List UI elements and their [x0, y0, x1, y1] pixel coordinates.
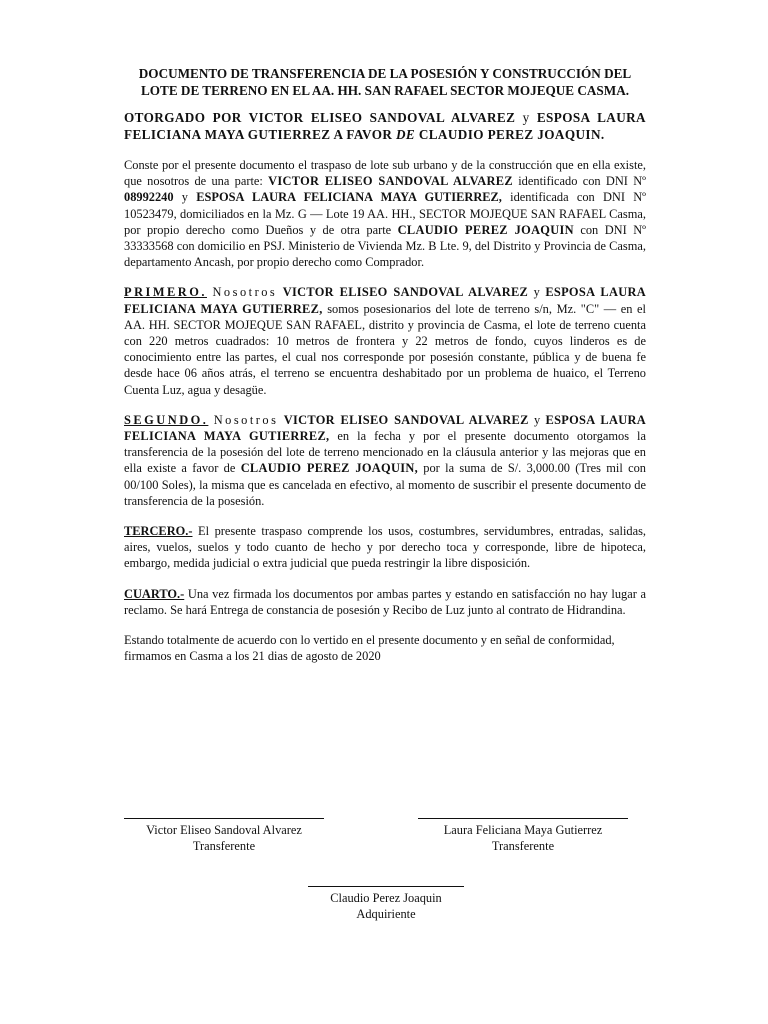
intro-text-3: y: [173, 190, 197, 205]
intro-paragraph: [124, 157, 646, 270]
primero-name-2: ESPOSA LAURA FELICIANA MAYA GUTIERREZ,: [124, 285, 646, 316]
otorgado-part2: ESPOSA LAURA FELICIANA MAYA GUTIERREZ A FAVOR: [124, 110, 646, 142]
signature-name-1: Victor Eliseo Sandoval Alvarez: [146, 823, 302, 837]
intro-name-3: CLAUDIO PEREZ JOAQUIN: [397, 222, 574, 237]
otorgado-paragraph: [124, 109, 646, 143]
cuarto-heading: CUARTO.-: [124, 586, 185, 601]
closing-paragraph: Estando totalmente de acuerdo con lo vertido en el presente documento y en señal de conformidad, firmamos en Casma a los 21 dias de agosto de 2020: [124, 633, 615, 664]
signature-block-2: [410, 822, 636, 854]
otorgado-y: y: [522, 110, 530, 125]
primero-heading: PRIMERO.: [124, 285, 207, 300]
intro-name-1: VICTOR ELISEO SANDOVAL ALVAREZ: [268, 174, 513, 189]
primero-text-1: y: [528, 285, 546, 300]
signature-role-1: Transferente: [192, 839, 256, 853]
primero-paragraph: [124, 284, 646, 397]
signature-line-3: [308, 886, 464, 887]
intro-text-1: Conste por el presente documento el traspaso de lote sub urbano y de la construcción que en ella existe, que nosotros de una parte:: [124, 158, 646, 189]
otorgado-part1: OTORGADO POR VICTOR ELISEO SANDOVAL ALVAREZ: [124, 110, 516, 125]
intro-dni-1: 08992240: [124, 190, 174, 205]
document-title: [124, 66, 646, 99]
primero-nosotros: Nosotros: [212, 285, 278, 300]
segundo-name-2: ESPOSA LAURA FELICIANA MAYA GUTIERREZ,: [124, 412, 646, 444]
segundo-heading: SEGUNDO.: [124, 412, 209, 427]
segundo-paragraph: [124, 412, 646, 509]
tercero-heading: TERCERO.-: [124, 524, 193, 539]
tercero-text: El presente traspaso comprende los usos, costumbres, servidumbres, entradas, salidas, aires, vuelos, suelos y todo cuanto de hecho y por derecho toca y corresponde, libre de hipoteca, embargo, medida judicial o extra judicial que pueda restringir la libre disposición.: [124, 524, 646, 571]
signature-line-1: [124, 818, 324, 819]
segundo-text-2: en la fecha y por el presente documento otorgamos la transferencia de la posesión del lote de terreno mencionado en la cláusula anterior y las mejoras que en ella existe a favor de: [124, 429, 647, 476]
intro-text-5: con DNI Nº 33333568 con domicilio en PSJ. Ministerio de Vivienda Mz. B Lte. 9, del Distrito y Provincia de Casma, departamento Ancash, por propio derecho como Comprador.: [124, 222, 646, 270]
signature-block-3: [296, 890, 476, 922]
primero-text-2: somos posesionarios del lote de terreno s/n, Mz. "C" — en el AA. HH. SECTOR MOJEQUE SAN RAFAEL, distrito y provincia de Casma, el lote de terreno cuenta con 220 metros cuadrados: 10 metros de frontera y 22 metros de fondo, cuyos linderos es de conocimiento entre las partes, el cual nos corresponde por posesión constante, pública y de buena fe desde hace 06 años atrás, el terreno se encuentra deshabitado por un problema de huaico, el Terreno Cuenta Luz, agua y desagüe.: [124, 301, 646, 397]
otorgado-part3: CLAUDIO PEREZ JOAQUIN.: [418, 127, 605, 142]
signature-block-1: [114, 822, 334, 854]
cuarto-paragraph: [124, 586, 646, 618]
title-line-1: DOCUMENTO DE TRANSFERENCIA DE LA POSESIÓN Y CONSTRUCCIÓN DEL: [138, 66, 632, 81]
signature-line-2: [418, 818, 628, 819]
signature-name-3: Claudio Perez Joaquin: [330, 891, 442, 905]
segundo-text-1: y: [528, 412, 546, 427]
segundo-name-1: VICTOR ELISEO SANDOVAL ALVAREZ: [283, 412, 529, 427]
cuarto-text: Una vez firmada los documentos por ambas partes y estando en satisfacción no hay lugar a reclamo. Se hará Entrega de constancia de posesión y Recibo de Luz junto al contrato de Hidrandina.: [124, 586, 646, 617]
document-body: [124, 66, 646, 678]
segundo-text-3: por la suma de S/. 3,000.00 (Tres mil con 00/100 Soles), la misma que es cancelada en efectivo, al momento de suscribir el presente documento de transferencia de la posesión.: [124, 461, 647, 508]
intro-text-2: identificado con DNI Nº: [512, 174, 646, 189]
intro-name-2: ESPOSA LAURA FELICIANA MAYA GUTIERREZ,: [196, 190, 502, 205]
signature-name-2: Laura Feliciana Maya Gutierrez: [443, 823, 603, 837]
otorgado-de: DE: [395, 127, 416, 142]
tercero-paragraph: [124, 523, 646, 572]
segundo-nosotros: Nosotros: [213, 412, 279, 427]
segundo-name-3: CLAUDIO PEREZ JOAQUIN,: [240, 461, 418, 476]
intro-text-4: identificada con DNI Nº 10523479, domiciliados en la Mz. G — Lote 19 AA. HH., SECTOR MOJEQUE SAN RAFAEL Casma, por propio derecho como Dueños y de otra parte: [124, 190, 646, 237]
title-line-2: LOTE DE TERRENO EN EL AA. HH. SAN RAFAEL SECTOR MOJEQUE CASMA.: [140, 82, 630, 98]
primero-name-1: VICTOR ELISEO SANDOVAL ALVAREZ: [282, 285, 529, 300]
signature-role-3: Adquiriente: [356, 907, 416, 921]
signature-role-2: Transferente: [491, 839, 555, 853]
